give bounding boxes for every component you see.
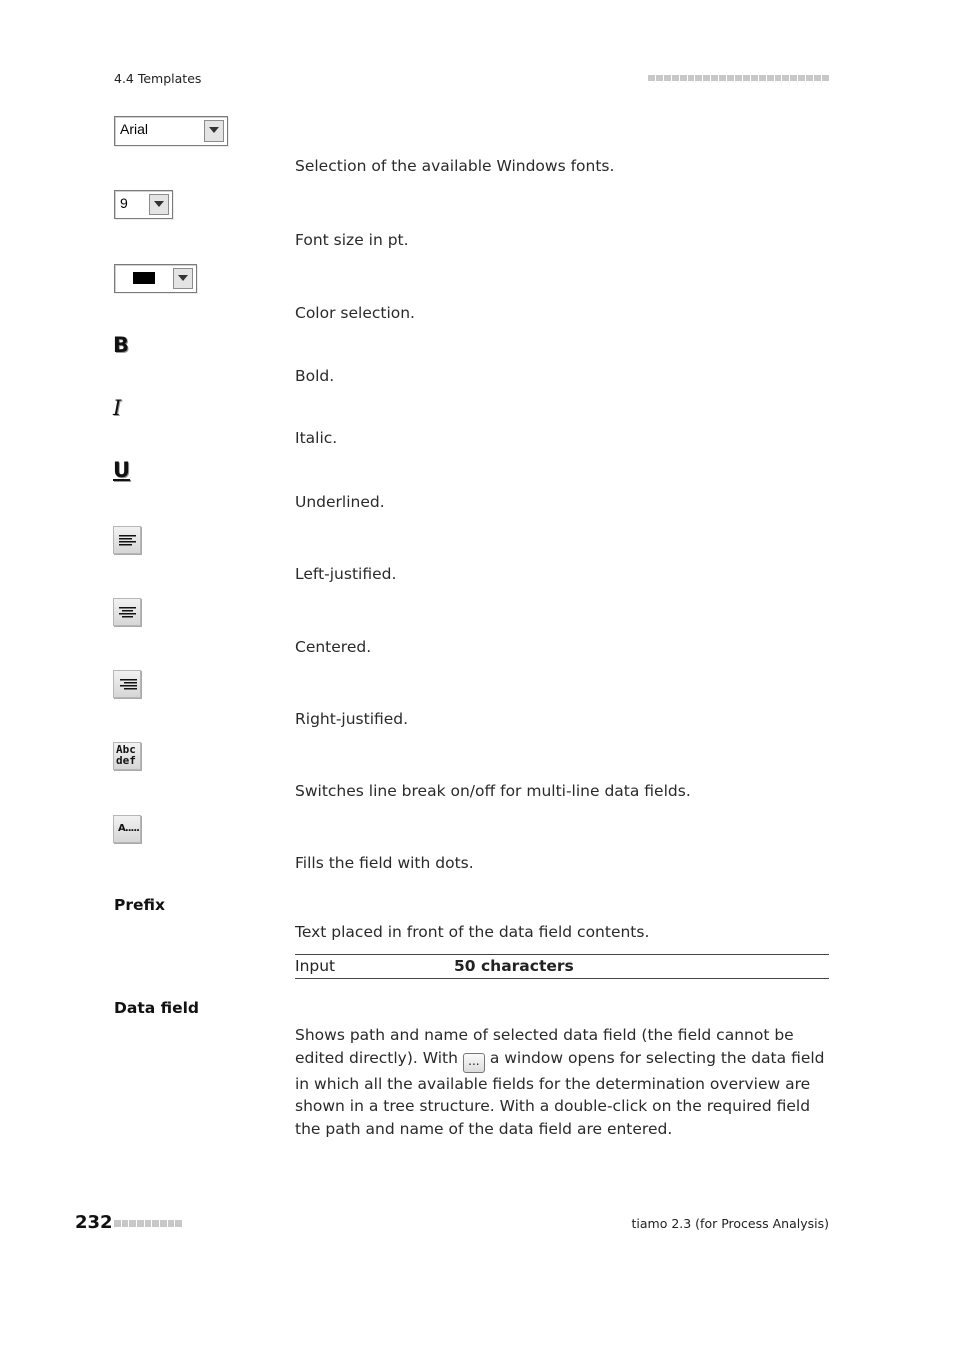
line-break-label: Abc def	[116, 743, 136, 767]
size-description: Font size in pt.	[295, 231, 409, 249]
prefix-description: Text placed in front of the data field contents.	[295, 923, 650, 941]
prefix-title: Prefix	[114, 896, 166, 914]
footer-decoration	[114, 1220, 182, 1227]
color-description: Color selection.	[295, 304, 415, 322]
align-left-icon	[113, 526, 141, 554]
line-break-description: Switches line break on/off for multi-line data fields.	[295, 782, 691, 800]
font-description: Selection of the available Windows fonts.	[295, 157, 615, 175]
input-label: Input	[295, 957, 336, 975]
data-field-description	[295, 1024, 835, 1140]
chevron-down-icon[interactable]	[149, 194, 169, 215]
color-swatch	[133, 272, 155, 284]
align-right-icon	[113, 670, 141, 698]
fill-dots-icon	[113, 815, 141, 843]
font-combo-value: Arial	[120, 121, 149, 137]
data-field-text-before: Shows path and name of selected data field (the field cannot be edited directly). With	[295, 1026, 794, 1067]
product-name: tiamo 2.3 (for Process Analysis)	[631, 1216, 829, 1231]
section-header: 4.4 Templates	[114, 71, 202, 86]
input-value: 50 characters	[454, 957, 574, 975]
ellipsis-button: ...	[463, 1053, 485, 1073]
bold-icon: B	[113, 333, 130, 357]
data-field-title: Data field	[114, 999, 200, 1017]
italic-description: Italic.	[295, 429, 338, 447]
align-right-description: Right-justified.	[295, 710, 409, 728]
italic-icon: I	[113, 396, 122, 420]
size-combo[interactable]	[114, 190, 173, 219]
prefix-input-table	[295, 954, 829, 979]
color-combo[interactable]	[114, 264, 197, 293]
data-field-text-after: a window opens for selecting the data field in which all the available fields for the determination overview are shown in a tree structure. With a double-click on the required field the path and name of the data field are entered.	[295, 1048, 825, 1138]
font-combo[interactable]	[114, 116, 228, 146]
align-center-icon	[113, 598, 141, 626]
align-center-description: Centered.	[295, 638, 372, 656]
bold-description: Bold.	[295, 367, 335, 385]
chevron-down-icon[interactable]	[204, 120, 224, 142]
fill-dots-description: Fills the field with dots.	[295, 854, 474, 872]
page-number: 232	[75, 1212, 113, 1233]
fill-dots-label: A.....	[118, 823, 139, 834]
line-break-icon	[113, 742, 141, 770]
chevron-down-icon[interactable]	[173, 268, 193, 289]
align-left-description: Left-justified.	[295, 565, 397, 583]
size-combo-value: 9	[120, 195, 128, 211]
underline-description: Underlined.	[295, 493, 385, 511]
underline-icon: U	[113, 458, 131, 482]
header-decoration	[648, 75, 829, 83]
